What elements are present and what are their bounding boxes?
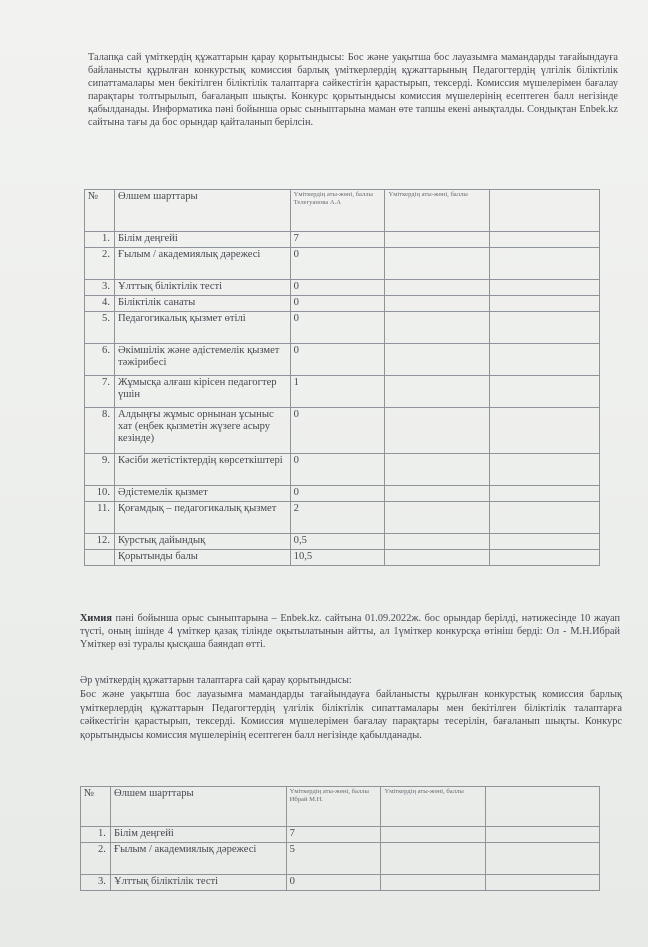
empty-cell [490,502,600,534]
col-candidate2-header: Үміткердің аты-жөні, баллы [381,787,486,827]
candidate-name: Ибрай М.Н. [289,796,324,803]
row-number: 12. [85,534,115,550]
empty-cell [490,248,600,280]
empty-cell [381,827,486,843]
table-header-row [81,787,600,827]
row-score: 0 [290,296,385,312]
col-candidate-header [286,787,381,827]
row-number: 2. [85,248,115,280]
table-row [85,550,600,566]
row-number [85,550,115,566]
empty-cell [385,454,490,486]
row-criterion: Жұмысқа алғаш кірісен педагогтер үшін [114,376,290,408]
chemistry-text: пәні бойынша орыс сыныптарына – Enbek.kz. сайтына 01.09.2022ж. бос орындар берілді, нәтижесінде 10 жауап түсті, оның ішінде 4 үміткер қазақ тілінде оқытылатынын айтты, ал 1үміткер конкурсқа өтініш берді: Ол - М.Н.Ибрай Үміткер өзі туралы қысқаша баяндап өтті. [80,613,620,651]
row-number: 7. [85,376,115,408]
row-score: 0 [290,344,385,376]
col-number-header: № [81,787,111,827]
candidate-header-label: Үміткердің аты-жөні, баллы [293,191,373,198]
row-criterion: Ұлттық біліктілік тесті [114,280,290,296]
candidate-name: Телегуанова А.А [293,199,342,206]
criteria-table-informatics [84,189,600,566]
row-number: 11. [85,502,115,534]
table-row [81,843,600,875]
empty-cell [385,376,490,408]
empty-cell [385,486,490,502]
col-criteria-header: Өлшем шарттары [110,787,286,827]
empty-cell [385,296,490,312]
chemistry-paragraph [80,612,620,651]
criteria-table-chemistry [80,786,600,891]
empty-cell [385,280,490,296]
col-candidate-header [290,190,385,232]
empty-cell [490,376,600,408]
row-criterion: Әкімшілік және әдістемелік қызмет тәжірибесі [114,344,290,376]
commission-paragraph: Бос және уақытша бос лауазымға мамандарды тағайындауға байланысты құрылған конкурстық комиссия барлық үміткерлердің құжаттарын Педагогтердің үлгілік біліктілік сипаттамалары мен бекітілген біліктілік талаптарға сәйкестігін қарастырып, тексерді. Комиссия мүшелерімен бағалау парақтары тесерілін, бағаланып шықты. Конкурс қорытындысы комиссия мүшелерінің есептеген балл негізінде қабылданады. [80,689,622,741]
empty-cell [385,408,490,454]
row-criterion: Ұлттық біліктілік тесті [110,875,286,891]
row-number: 3. [85,280,115,296]
empty-cell [486,875,600,891]
table-row [81,827,600,843]
subject-name: Химия [80,613,112,624]
row-score: 2 [290,502,385,534]
table-row [85,232,600,248]
row-criterion: Қоғамдық – педагогикалық қызмет [114,502,290,534]
results-subheading: Әр үміткердің құжаттарын талаптарға сай қарау қорытындысы: [80,675,352,686]
empty-cell [385,248,490,280]
row-number: 1. [85,232,115,248]
row-number: 9. [85,454,115,486]
row-number: 10. [85,486,115,502]
row-criterion: Педагогикалық қызмет өтілі [114,312,290,344]
row-score: 0,5 [290,534,385,550]
candidate-header-label: Үміткердің аты-жөні, баллы [289,788,369,795]
row-score: 5 [286,843,381,875]
empty-cell [490,296,600,312]
col-number-header: № [85,190,115,232]
empty-cell [490,408,600,454]
empty-cell [385,232,490,248]
col-candidate2-header: Үміткердің аты-жөні, баллы [385,190,490,232]
row-number: 3. [81,875,111,891]
row-score: 0 [290,408,385,454]
empty-cell [381,843,486,875]
row-criterion: Алдыңғы жұмыс орнынан ұсыныс хат (еңбек қызметін жүзеге асыру кезінде) [114,408,290,454]
table-row [85,344,600,376]
empty-cell [490,280,600,296]
empty-cell [385,312,490,344]
row-score: 0 [290,486,385,502]
table-row [85,486,600,502]
col-criteria-header: Өлшем шарттары [114,190,290,232]
empty-cell [490,232,600,248]
table-row [85,454,600,486]
row-score: 7 [286,827,381,843]
empty-cell [385,344,490,376]
table-row [85,312,600,344]
row-criterion: Білім деңгейі [110,827,286,843]
row-score: 10,5 [290,550,385,566]
row-criterion: Біліктілік санаты [114,296,290,312]
row-score: 7 [290,232,385,248]
table-row [85,534,600,550]
empty-cell [490,534,600,550]
row-score: 0 [286,875,381,891]
empty-cell [385,502,490,534]
table-header-row [85,190,600,232]
table-row [85,408,600,454]
table-row [85,280,600,296]
row-score: 0 [290,454,385,486]
row-criterion: Білім деңгейі [114,232,290,248]
empty-cell [385,534,490,550]
table-row [81,875,600,891]
row-number: 8. [85,408,115,454]
empty-cell [490,344,600,376]
empty-cell [486,787,600,827]
table-row [85,248,600,280]
table-row [85,502,600,534]
row-criterion: Ғылым / академиялық дәрежесі [114,248,290,280]
row-criterion: Ғылым / академиялық дәрежесі [110,843,286,875]
row-score: 1 [290,376,385,408]
row-number: 4. [85,296,115,312]
row-criterion: Курстық дайындық [114,534,290,550]
row-number: 2. [81,843,111,875]
row-score: 0 [290,280,385,296]
empty-cell [490,486,600,502]
row-number: 5. [85,312,115,344]
table-row [85,376,600,408]
empty-cell [486,827,600,843]
intro-paragraph: Талапқа сай үміткердің құжаттарын қарау қорытындысы: Бос және уақытша бос лауазымға мамандарды тағайындауға байланысты құрылған конкурстық комиссия барлық үміткерлердің құжаттарының Педагогтердің үлгілік біліктілік сипаттамалары мен бекітілген біліктілік талаптарға сәйкестігін қарастырып, тексерді. Комиссия мүшелерімен бағалау парақтары толтырылып, бағалаңып шықты. Конкурс қорытындысы комиссия мүшелерінің есептеген балл негізінде қабылданады. Информатика пәні бойынша орыс сыныптарына маман өте тапшы екені анықталды. Сондықтан Enbek.kz сайтына тағы да бос орындар қайталанып берілсін. [88,52,618,129]
row-score: 0 [290,312,385,344]
row-number: 6. [85,344,115,376]
table-row [85,296,600,312]
empty-cell [490,312,600,344]
empty-cell [381,875,486,891]
row-criterion: Қорытынды балы [114,550,290,566]
empty-cell [490,550,600,566]
row-number: 1. [81,827,111,843]
row-criterion: Кәсіби жетістіктердің көрсеткіштері [114,454,290,486]
empty-cell [490,454,600,486]
empty-cell [385,550,490,566]
row-score: 0 [290,248,385,280]
row-criterion: Әдістемелік қызмет [114,486,290,502]
empty-cell [486,843,600,875]
empty-cell [490,190,600,232]
